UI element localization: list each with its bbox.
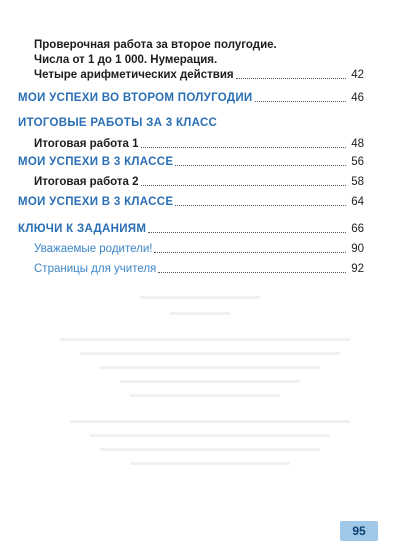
show-through-mark bbox=[100, 448, 320, 451]
show-through-mark bbox=[130, 394, 280, 397]
toc-row-final-work-1[interactable] bbox=[34, 137, 364, 151]
toc-page: 90 bbox=[351, 243, 364, 255]
leader-dots bbox=[175, 205, 346, 206]
toc-page: 58 bbox=[351, 176, 364, 188]
toc-page: 46 bbox=[351, 92, 364, 104]
toc-label: МОИ УСПЕХИ ВО ВТОРОМ ПОЛУГОДИИ bbox=[18, 92, 253, 104]
page-number: 95 bbox=[340, 521, 378, 541]
section-heading-final-works: ИТОГОВЫЕ РАБОТЫ ЗА 3 КЛАСС bbox=[18, 117, 218, 129]
toc-label: МОИ УСПЕХИ В 3 КЛАССЕ bbox=[18, 156, 174, 168]
toc-row-teacher-pages[interactable] bbox=[34, 262, 364, 276]
toc-row-dear-parents[interactable] bbox=[34, 242, 364, 256]
leader-dots bbox=[236, 78, 346, 79]
leader-dots bbox=[141, 185, 346, 186]
toc-label: КЛЮЧИ К ЗАДАНИЯМ bbox=[18, 223, 147, 235]
toc-page: 64 bbox=[351, 196, 364, 208]
toc-label: МОИ УСПЕХИ В 3 КЛАССЕ bbox=[18, 196, 174, 208]
leader-dots bbox=[141, 147, 346, 148]
intro-line-2: Числа от 1 до 1 000. Нумерация. bbox=[34, 54, 218, 66]
leader-dots bbox=[255, 101, 347, 102]
show-through-mark bbox=[70, 420, 350, 423]
toc-row-answer-keys[interactable] bbox=[18, 222, 364, 236]
toc-row-success-grade3-b[interactable] bbox=[18, 195, 364, 209]
leader-dots bbox=[175, 165, 346, 166]
show-through-mark bbox=[170, 312, 230, 315]
show-through-mark bbox=[130, 462, 290, 465]
toc-row-final-work-2[interactable] bbox=[34, 175, 364, 189]
leader-dots bbox=[148, 232, 346, 233]
show-through-mark bbox=[60, 338, 350, 341]
show-through-mark bbox=[120, 380, 300, 383]
toc-label: Итоговая работа 2 bbox=[34, 176, 139, 188]
toc-page: 42 bbox=[351, 69, 364, 81]
toc-row-intro[interactable] bbox=[34, 68, 364, 82]
leader-dots bbox=[158, 272, 346, 273]
toc-row-success-second-half[interactable] bbox=[18, 91, 364, 105]
show-through-mark bbox=[90, 434, 330, 437]
leader-dots bbox=[154, 252, 346, 253]
toc-label: Четыре арифметических действия bbox=[34, 69, 234, 81]
toc-row-success-grade3-a[interactable] bbox=[18, 155, 364, 169]
toc-label: Уважаемые родители! bbox=[34, 243, 153, 255]
toc-label: Итоговая работа 1 bbox=[34, 138, 139, 150]
toc-label: Страницы для учителя bbox=[34, 263, 157, 275]
toc-page: 66 bbox=[351, 223, 364, 235]
show-through-mark bbox=[80, 352, 340, 355]
show-through-mark bbox=[100, 366, 320, 369]
intro-line-1: Проверочная работа за второе полугодие. bbox=[34, 39, 277, 51]
show-through-mark bbox=[140, 296, 260, 299]
toc-page: 48 bbox=[351, 138, 364, 150]
intro-title bbox=[34, 38, 364, 68]
toc-page: 56 bbox=[351, 156, 364, 168]
toc-page: 92 bbox=[351, 263, 364, 275]
